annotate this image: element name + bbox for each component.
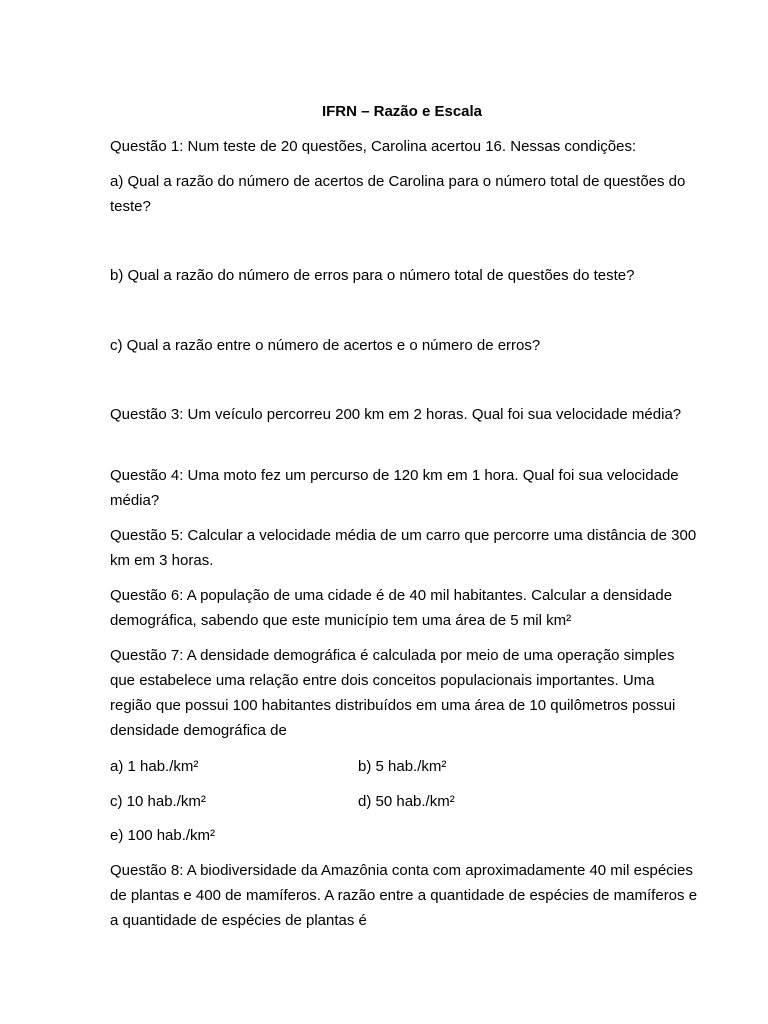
question-7-option-b: b) 5 hab./km² (358, 758, 447, 775)
question-7-option-a: a) 1 hab./km² (110, 758, 199, 775)
question-5: Questão 5: Calcular a velocidade média de um carro que percorre uma distância de 300 km em 3 horas. (110, 527, 697, 569)
question-4: Questão 4: Uma moto fez um percurso de 120 km em 1 hora. Qual foi sua velocidade média? (110, 467, 679, 509)
question-7-option-c: c) 10 hab./km² (110, 793, 206, 810)
question-6: Questão 6: A população de uma cidade é de 40 mil habitantes. Calcular a densidade demográfica, sabendo que este município tem uma área de 5 mil km² (110, 587, 673, 629)
question-7-option-e: e) 100 hab./km² (110, 827, 216, 844)
question-1-item-a: a) Qual a razão do número de acertos de Carolina para o número total de questões do teste? (110, 173, 686, 215)
question-3: Questão 3: Um veículo percorreu 200 km em 2 horas. Qual foi sua velocidade média? (110, 406, 682, 423)
question-7: Questão 7: A densidade demográfica é calculada por meio de uma operação simples que estabelece uma relação entre dois conceitos populacionais importantes. Uma região que possui 100 habitantes distribuídos em uma área de 10 quilômetros possui densidade demográfica de (110, 647, 676, 739)
question-7-option-d: d) 50 hab./km² (358, 793, 455, 810)
question-8: Questão 8: A biodiversidade da Amazônia conta com aproximadamente 40 mil espécies de plantas e 400 de mamíferos. A razão entre a quantidade de espécies de mamíferos e a quantidade de espécies de plantas é (110, 862, 698, 929)
question-1-item-c: c) Qual a razão entre o número de acertos e o número de erros? (110, 337, 541, 354)
question-1-intro: Questão 1: Num teste de 20 questões, Carolina acertou 16. Nessas condições: (110, 138, 637, 155)
document-title: IFRN – Razão e Escala (321, 103, 483, 120)
question-1-item-b: b) Qual a razão do número de erros para o número total de questões do teste? (110, 267, 635, 284)
